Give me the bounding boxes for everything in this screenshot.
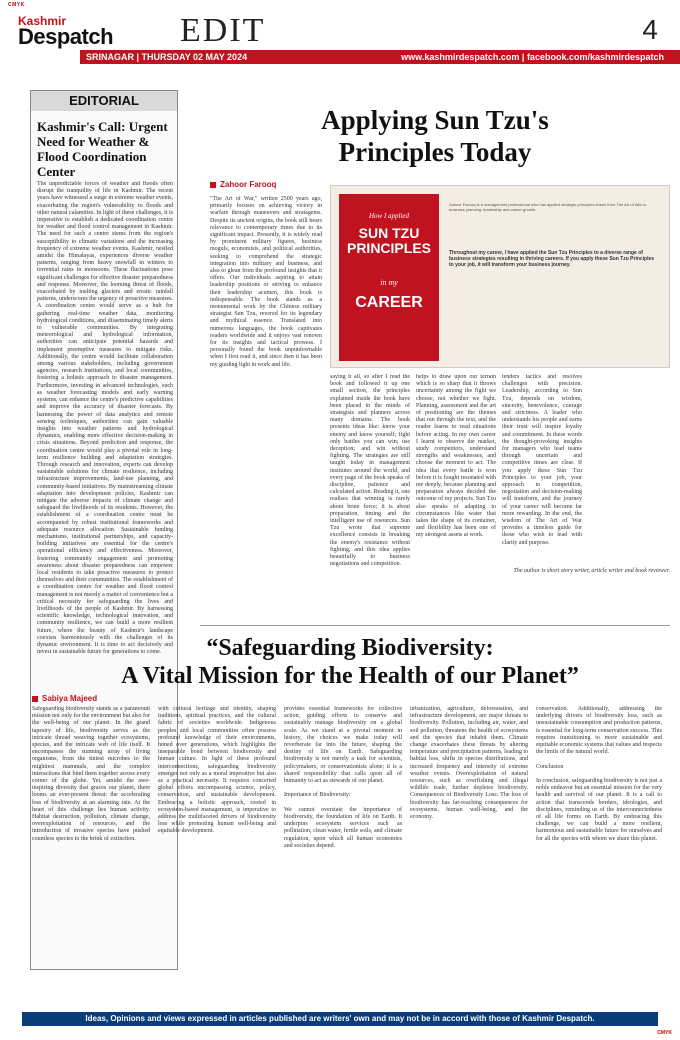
website-link[interactable]: www.kashmirdespatch.com	[401, 52, 520, 62]
article2-headline-line2: A Vital Mission for the Health of our Planet”	[121, 663, 579, 689]
article1-column-2: saying it all, so after I read the book and followed it up one small section, the principles explained inside the book have been placed in the minds of strategists and planners across many domains. The book presents ideas like: know your enemy and know yourself; fight only battles you can win; use deception; and win without fighting. The strategies are still taught today in management institutes around the world, and every page of the book speaks of discipline, patience and calculated action. Reading it, one realises that winning is rarely about brute force; it is about preparation, timing and the intelligent use of resources. Sun Tzu wrote that supreme excellence consists in breaking the enemy's resistance without fighting, and this idea applies beautifully to business negotiations and competition.	[330, 374, 410, 568]
article2-headline	[30, 634, 670, 690]
article2-column-3: provides essential frameworks for collective action, guiding efforts to conserve and sustainably manage biodiversity on a global scale. As we stand at a pivotal moment in history, the choices we make today will reverberate far into the future, shaping the destiny of life on Earth. Safeguarding biodiversity is not merely a task for scientists, policymakers, or conservationists alone; it is a shared responsibility that calls upon all of humanity to act as stewards of our planet. Importance of Biodiversity: We cannot overstate the importance of biodiversity, the foundation of life on Earth. It underpins ecosystem services such as pollination, clean water, fertile soils, and climate regulation, upon which all human economies and societies depend.	[284, 706, 402, 849]
book-cover-title: SUN TZU PRINCIPLES	[346, 225, 431, 256]
print-mark-top: CMYK	[8, 2, 25, 8]
article1-headline-line2: Principles Today	[338, 137, 532, 167]
book-cover-career: CAREER	[355, 294, 423, 311]
book-blurb: Zahoor Farooq is a management professional who has applied strategic principles drawn from The Art of War to business planning, leadership and career growth.	[449, 202, 647, 212]
dateline-bar	[80, 50, 680, 64]
book-cover	[339, 194, 439, 361]
article2-column-4: urbanization, agriculture, deforestation, and infrastructure development, are major threats to biodiversity. Pollution, including air, water, and soil pollution, threatens the health of ecosystems and the species that inhabit them. Climate change exacerbates these threats by altering temperature and precipitation patterns, leading to habitat loss, shifts in species distributions, and increased frequency and intensity of extreme weather events. Overexploitation of natural resources, such as overfishing and illegal wildlife trade, further depletes biodiversity. Consequences of Biodiversity Loss: The loss of biodiversity has far-reaching consequences for ecosystems, human well-being, and the economy.	[410, 706, 528, 821]
article2-headline-line1: “Safeguarding Biodiversity:	[206, 635, 494, 661]
footer-disclaimer: Ideas, Opinions and views expressed in articles published are writers' own and may not be in accord with those of Kashmir Despatch.	[22, 1012, 658, 1026]
editorial-headline: Kashmir's Call: Urgent Need for Weather & Flood Coordination Center	[37, 119, 168, 179]
print-mark-bottom: CMYK	[657, 1030, 672, 1036]
byline-square-icon	[210, 182, 216, 188]
byline2-square-icon	[32, 696, 38, 702]
facebook-link[interactable]: facebook.com/kashmirdespatch	[526, 52, 664, 62]
book-cover-in-my: in my	[380, 278, 398, 287]
dateline: SRINAGAR | THURSDAY 02 MAY 2024	[86, 52, 248, 62]
article1-byline: Zahoor Farooq	[220, 180, 277, 189]
article2-column-5: conservation. Additionally, addressing the underlying drivers of biodiversity loss, such as unsustainable consumption and production patterns, is essential for long-term conservation success. This requires transitioning to more sustainable and equitable economic systems that values and respects the limits of the natural world. Conclusion In conclusion, safeguarding biodiversity is not just a noble endeavor but an essential mission for the very health and survival of our planet. It is a call to action that transcends borders, ideologies, and disciplines, reminding us of the interconnectedness of all life forms on Earth. By embracing this challenge, we can build a more resilient, harmonious and sustainable future for ourselves and for all the species with whom we share this planet.	[536, 706, 662, 842]
article2-byline: Sabiya Majeed	[42, 694, 98, 703]
article1-headline-line1: Applying Sun Tzu's	[321, 105, 549, 135]
article2-column-1: Safeguarding biodiversity stands as a paramount mission not only for the environment but also for the well-being of our planet. In the grand tapestry of life, biodiversity serves as the intricate thread weaving together ecosystems, species, and the intricate web of life itself. It encompasses the stunning array of living organisms, from the tiniest microbes to the mightiest mammals, and the complex interactions that bind them together across every corner of the globe. Yet, amidst the awe-inspiring diversity that graces our planet, there looms an ever-present threat: the accelerating loss of biodiversity at an alarming rate. At the heart of this challenge lies human activity. Habitat destruction, pollution, climate change, overexploitation of resources, and the introduction of invasive species have pushed countless species to the brink of extinction.	[32, 706, 150, 842]
article1-column-3: helps to draw upon our terrain which is so sharp that it throws uncertainty among the fight we choose, not whether we fight. Planning, assessment and the art of positioning are the themes that run through the text, and the reader learns to read situations before acting. In my own career I learnt to observe the market, study competitors, understand strengths and weaknesses, and choose the moment to act. The idea that every battle is won before it is fought resonated with me deeply, because planning and preparation always decided the outcome of my projects. Sun Tzu also speaks of adapting to circumstances like water that takes the shape of its container, and flexibility has been one of my strongest assets at work.	[416, 374, 496, 539]
article1-headline	[200, 104, 670, 168]
link-separator: |	[521, 52, 527, 62]
masthead	[0, 0, 680, 70]
divider-rule	[200, 625, 670, 626]
article1-column-4: tenders tactics and resolves challenges with precision. Leadership, according to Sun Tzu, depends on wisdom, sincerity, benevolence, courage and strictness. A leader who understands his people and earns their trust will inspire loyalty and commitment. In these words the thought-provoking insights for managers who lead teams through uncertain and competitive times are clear. If you apply these Sun Tzu Principles to your job, your approach to competition, negotiation and decision-making will transform, and the journey of your career will become far more rewarding. In the end, the wisdom of The Art of War provides a timeless guide for those who wish to lead with clarity and purpose.	[502, 374, 582, 546]
masthead-links	[401, 52, 664, 62]
book-cover-subtitle: How I applied	[368, 212, 410, 220]
section-title: EDIT	[180, 12, 266, 49]
article1-column-1: "The Art of War," written 2500 years ago, primarily focuses on achieving victory in warfare through maneuvers and stratagems. Despite its ancient origins, the book still bears relevance to contemporary times due to its significant impact. Presently, it is widely read by prominent military figures, business moguls, economists, and political authorities, seeking to comprehend the strategic integration into military and business, and also to glean from the profound insights that it offers. Our individuals aspiring to attain leadership positions or striving to enhance their leadership acumen, this book is indispensable. The book stands as a monumental work by the Chinese military strategist Sun Tzu, revered for its legendary and mythical essence. Translated into numerous languages, the book captivates readers worldwide and it enjoys vast renown for its insights and tactical prowess. I personally found the book unputdownable when I first read it, and since then it has been my guiding light in work and life.	[210, 196, 322, 368]
article2-column-2: with cultural heritage and identity, shaping traditions, spiritual practices, and the cultural fabric of societies worldwide. Indigenous peoples and local communities often possess profound knowledge of their environments, honed over generations, which highlights the inseparable bond between biodiversity and human culture. In light of these profound interconnections, safeguarding biodiversity emerges not only as a moral imperative but also as a practical necessity. It requires concerted global efforts encompassing science, policy, conservation, and sustainable development. Embracing a holistic approach, rooted in ecosystem-based management, is imperative to address the multifaceted drivers of biodiversity loss while promoting human well-being and equitable development.	[158, 706, 276, 835]
book-image	[330, 185, 670, 368]
page-number: 4	[642, 14, 658, 45]
article1-author-note: The author is short story writer, article writer and book reviewer.	[513, 568, 670, 574]
paper-name-line1: Kashmir	[18, 14, 67, 28]
paper-name-line2: Despatch	[18, 24, 114, 49]
book-back-heading: Throughout my career, I have applied the Sun Tzu Principles to a diverse range of business strategies resulting in thriving careers. If you apply these Sun Tzu Principles to your job, it will transform your business journey.	[449, 250, 655, 268]
editorial-body: The unpredictable forces of weather and floods often disrupt the tranquility of life in Kashmir. The recent years have witnessed a surge in extreme weather events, exacerbating the region's vulnerability to floods and other natural calamities. In light of these challenges, it is imperative to establish a dedicated coordination centre for weather and flood control management in Kashmir. The need for such a centre stems from the region's susceptibility to climatic variations and the increasing frequency of extreme weather events. Kashmir, nestled amidst the Himalayas, experiences diverse weather patterns, ranging from heavy snowfall in winters to torrential rains in monsoons. These fluctuations pose significant challenges for effective disaster preparedness and response. Moreover, the looming threat of floods, exacerbated by melting glaciers and erratic rainfall patterns, underscores the urgency of proactive measures. A coordination centre would serve as a hub for gathering real-time weather data, monitoring hydrological conditions, and disseminating timely alerts to vulnerable communities. By integrating meteorological and hydrological information, authorities can anticipate potential hazards and implement preemptive measures to mitigate risks. Additionally, the centre would facilitate collaboration among various stakeholders, including government agencies, research institutions, and local communities, fostering a holistic approach to disaster management. Furthermore, investing in advanced technologies, such as weather forecasting models and early warning systems, can enhance the centre's predictive capabilities and improve the accuracy of disaster forecasts. By harnessing the power of data analytics and remote sensing techniques, authorities can gain valuable insights into weather patterns and hydrological dynamics, enabling more effective decision-making in crisis situations. Beyond prediction and response, the coordination centre would play a pivotal role in long-term resilience building and adaptation strategies. Through research and innovation, experts can develop sustainable solutions for climate resilience, including infrastructure improvements, land-use planning, and community-based initiatives. By mainstreaming climate adaptation into development policies, Kashmir can mitigate the adverse impacts of climate change and safeguard the livelihoods of its residents. However, the establishment of a coordination centre must be accompanied by robust institutional frameworks and adequate resource allocation. Sustainable funding mechanisms, institutional partnerships, and capacity-building initiatives are essential for the centre's operational efficiency and effectiveness. Moreover, fostering community engagement and promoting awareness about disaster preparedness can empower local residents to take proactive measures to protect themselves and their communities. The establishment of a coordination centre for weather and flood control management is not merely a matter of convenience but a critical necessity for safeguarding the lives and livelihoods of the people of Kashmir. By harnessing scientific knowledge, technological innovation, and community resilience, we can build a more resilient future, where the beauty of Kashmir's landscape coexists harmoniously with the challenges of its dynamic environment. It is time to act decisively and invest in sustainable future for generations to come.	[37, 181, 173, 656]
editorial-label: EDITORIAL	[31, 91, 177, 111]
